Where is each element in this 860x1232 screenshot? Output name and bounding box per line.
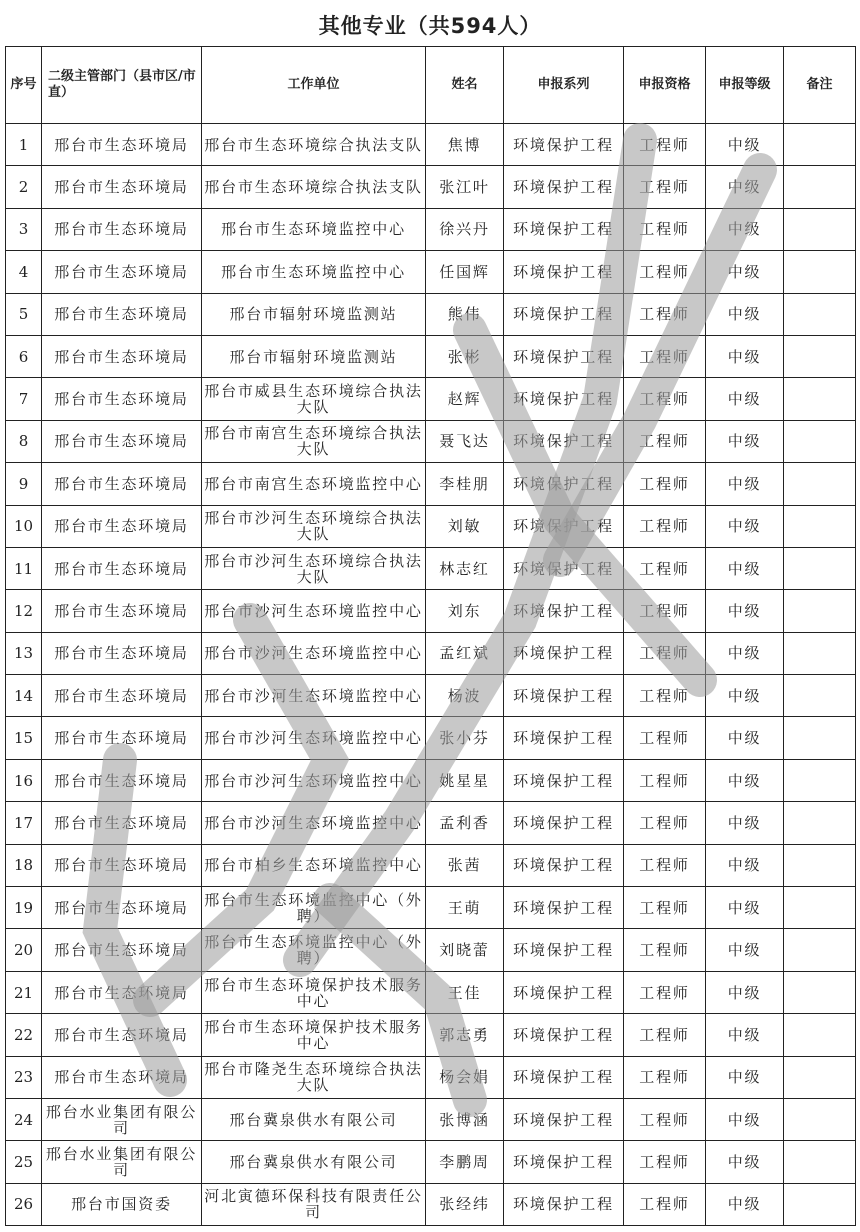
series-cell: 环境保护工程	[504, 929, 624, 971]
table-row	[6, 378, 856, 420]
remarks-cell	[784, 632, 856, 674]
row-index: 25	[6, 1141, 42, 1183]
series-cell: 环境保护工程	[504, 590, 624, 632]
qualification-cell: 工程师	[624, 1183, 706, 1225]
name-cell: 赵辉	[426, 378, 504, 420]
remarks-cell	[784, 1183, 856, 1225]
remarks-cell	[784, 590, 856, 632]
level-cell: 中级	[706, 335, 784, 377]
remarks-cell	[784, 675, 856, 717]
table-row	[6, 759, 856, 801]
qualification-cell: 工程师	[624, 887, 706, 929]
work-unit-cell: 邢台冀泉供水有限公司	[202, 1098, 426, 1140]
series-cell: 环境保护工程	[504, 675, 624, 717]
work-unit-cell: 河北寅德环保科技有限责任公司	[202, 1183, 426, 1225]
name-cell: 张小芬	[426, 717, 504, 759]
name-cell: 张经纬	[426, 1183, 504, 1225]
work-unit-cell: 邢台市沙河生态环境监控中心	[202, 675, 426, 717]
remarks-cell	[784, 1014, 856, 1056]
work-unit-cell: 邢台市南宫生态环境监控中心	[202, 463, 426, 505]
series-cell: 环境保护工程	[504, 251, 624, 293]
level-cell: 中级	[706, 251, 784, 293]
table-row	[6, 1183, 856, 1225]
qualification-cell: 工程师	[624, 802, 706, 844]
department-cell: 邢台市生态环境局	[42, 378, 202, 420]
table-row	[6, 335, 856, 377]
qualification-cell: 工程师	[624, 1098, 706, 1140]
level-cell: 中级	[706, 1183, 784, 1225]
remarks-cell	[784, 335, 856, 377]
level-cell: 中级	[706, 378, 784, 420]
table-row	[6, 675, 856, 717]
qualification-cell: 工程师	[624, 717, 706, 759]
level-cell: 中级	[706, 887, 784, 929]
header-series: 申报系列	[504, 47, 624, 124]
row-index: 18	[6, 844, 42, 886]
remarks-cell	[784, 124, 856, 166]
department-cell: 邢台市生态环境局	[42, 208, 202, 250]
work-unit-cell: 邢台市生态环境监控中心	[202, 251, 426, 293]
table-row	[6, 632, 856, 674]
row-index: 10	[6, 505, 42, 547]
department-cell: 邢台市生态环境局	[42, 251, 202, 293]
level-cell: 中级	[706, 675, 784, 717]
qualification-cell: 工程师	[624, 166, 706, 208]
level-cell: 中级	[706, 1098, 784, 1140]
qualification-cell: 工程师	[624, 929, 706, 971]
department-cell: 邢台市生态环境局	[42, 293, 202, 335]
series-cell: 环境保护工程	[504, 802, 624, 844]
row-index: 21	[6, 971, 42, 1013]
name-cell: 孟利香	[426, 802, 504, 844]
qualification-cell: 工程师	[624, 335, 706, 377]
department-cell: 邢台市生态环境局	[42, 844, 202, 886]
series-cell: 环境保护工程	[504, 420, 624, 462]
department-cell: 邢台市生态环境局	[42, 124, 202, 166]
department-cell: 邢台市国资委	[42, 1183, 202, 1225]
remarks-cell	[784, 251, 856, 293]
qualification-cell: 工程师	[624, 420, 706, 462]
department-cell: 邢台市生态环境局	[42, 802, 202, 844]
department-cell: 邢台市生态环境局	[42, 1056, 202, 1098]
name-cell: 焦博	[426, 124, 504, 166]
row-index: 7	[6, 378, 42, 420]
table-row	[6, 1098, 856, 1140]
series-cell: 环境保护工程	[504, 887, 624, 929]
row-index: 12	[6, 590, 42, 632]
department-cell: 邢台市生态环境局	[42, 420, 202, 462]
name-cell: 王佳	[426, 971, 504, 1013]
name-cell: 孟红斌	[426, 632, 504, 674]
work-unit-cell: 邢台市沙河生态环境监控中心	[202, 759, 426, 801]
name-cell: 任国辉	[426, 251, 504, 293]
row-index: 4	[6, 251, 42, 293]
series-cell: 环境保护工程	[504, 547, 624, 589]
row-index: 23	[6, 1056, 42, 1098]
row-index: 2	[6, 166, 42, 208]
level-cell: 中级	[706, 166, 784, 208]
qualification-cell: 工程师	[624, 971, 706, 1013]
level-cell: 中级	[706, 208, 784, 250]
name-cell: 熊伟	[426, 293, 504, 335]
level-cell: 中级	[706, 590, 784, 632]
name-cell: 刘东	[426, 590, 504, 632]
work-unit-cell: 邢台市生态环境保护技术服务中心	[202, 1014, 426, 1056]
level-cell: 中级	[706, 929, 784, 971]
page-title: 其他专业（共594人）	[318, 14, 542, 38]
remarks-cell	[784, 547, 856, 589]
level-cell: 中级	[706, 971, 784, 1013]
name-cell: 徐兴丹	[426, 208, 504, 250]
series-cell: 环境保护工程	[504, 1183, 624, 1225]
row-index: 1	[6, 124, 42, 166]
remarks-cell	[784, 844, 856, 886]
applicant-table	[5, 46, 856, 1226]
series-cell: 环境保护工程	[504, 505, 624, 547]
remarks-cell	[784, 378, 856, 420]
remarks-cell	[784, 208, 856, 250]
table-row	[6, 802, 856, 844]
series-cell: 环境保护工程	[504, 717, 624, 759]
work-unit-cell: 邢台市南宫生态环境综合执法大队	[202, 420, 426, 462]
department-cell: 邢台市生态环境局	[42, 335, 202, 377]
table-row	[6, 717, 856, 759]
table-row	[6, 971, 856, 1013]
department-cell: 邢台市生态环境局	[42, 166, 202, 208]
remarks-cell	[784, 1141, 856, 1183]
level-cell: 中级	[706, 1056, 784, 1098]
department-cell: 邢台市生态环境局	[42, 590, 202, 632]
name-cell: 张彬	[426, 335, 504, 377]
department-cell: 邢台市生态环境局	[42, 929, 202, 971]
series-cell: 环境保护工程	[504, 335, 624, 377]
department-cell: 邢台水业集团有限公司	[42, 1141, 202, 1183]
work-unit-cell: 邢台市沙河生态环境监控中心	[202, 802, 426, 844]
remarks-cell	[784, 420, 856, 462]
row-index: 26	[6, 1183, 42, 1225]
qualification-cell: 工程师	[624, 844, 706, 886]
table-row	[6, 1141, 856, 1183]
level-cell: 中级	[706, 802, 784, 844]
row-index: 5	[6, 293, 42, 335]
header-index: 序号	[6, 47, 42, 124]
work-unit-cell: 邢台市威县生态环境综合执法大队	[202, 378, 426, 420]
level-cell: 中级	[706, 717, 784, 759]
qualification-cell: 工程师	[624, 1056, 706, 1098]
remarks-cell	[784, 463, 856, 505]
name-cell: 杨波	[426, 675, 504, 717]
level-cell: 中级	[706, 632, 784, 674]
level-cell: 中级	[706, 420, 784, 462]
series-cell: 环境保护工程	[504, 1056, 624, 1098]
table-row	[6, 1014, 856, 1056]
series-cell: 环境保护工程	[504, 166, 624, 208]
series-cell: 环境保护工程	[504, 844, 624, 886]
level-cell: 中级	[706, 463, 784, 505]
name-cell: 聂飞达	[426, 420, 504, 462]
department-cell: 邢台市生态环境局	[42, 717, 202, 759]
table-row	[6, 590, 856, 632]
remarks-cell	[784, 1098, 856, 1140]
qualification-cell: 工程师	[624, 378, 706, 420]
department-cell: 邢台市生态环境局	[42, 759, 202, 801]
row-index: 13	[6, 632, 42, 674]
row-index: 9	[6, 463, 42, 505]
department-cell: 邢台市生态环境局	[42, 971, 202, 1013]
qualification-cell: 工程师	[624, 1141, 706, 1183]
table-row	[6, 505, 856, 547]
table-header-row	[6, 47, 856, 124]
qualification-cell: 工程师	[624, 505, 706, 547]
name-cell: 张茜	[426, 844, 504, 886]
row-index: 6	[6, 335, 42, 377]
level-cell: 中级	[706, 759, 784, 801]
table-row	[6, 420, 856, 462]
series-cell: 环境保护工程	[504, 378, 624, 420]
row-index: 19	[6, 887, 42, 929]
qualification-cell: 工程师	[624, 675, 706, 717]
work-unit-cell: 邢台市生态环境保护技术服务中心	[202, 971, 426, 1013]
series-cell: 环境保护工程	[504, 971, 624, 1013]
header-remarks: 备注	[784, 47, 856, 124]
level-cell: 中级	[706, 547, 784, 589]
work-unit-cell: 邢台市生态环境监控中心	[202, 208, 426, 250]
level-cell: 中级	[706, 844, 784, 886]
table-row	[6, 251, 856, 293]
name-cell: 张江叶	[426, 166, 504, 208]
header-qualification: 申报资格	[624, 47, 706, 124]
header-name: 姓名	[426, 47, 504, 124]
row-index: 11	[6, 547, 42, 589]
level-cell: 中级	[706, 1141, 784, 1183]
remarks-cell	[784, 505, 856, 547]
name-cell: 刘敏	[426, 505, 504, 547]
name-cell: 王萌	[426, 887, 504, 929]
remarks-cell	[784, 971, 856, 1013]
row-index: 16	[6, 759, 42, 801]
qualification-cell: 工程师	[624, 590, 706, 632]
remarks-cell	[784, 166, 856, 208]
work-unit-cell: 邢台市生态环境综合执法支队	[202, 124, 426, 166]
qualification-cell: 工程师	[624, 293, 706, 335]
work-unit-cell: 邢台市沙河生态环境综合执法大队	[202, 547, 426, 589]
table-row	[6, 929, 856, 971]
level-cell: 中级	[706, 505, 784, 547]
work-unit-cell: 邢台市辐射环境监测站	[202, 293, 426, 335]
department-cell: 邢台市生态环境局	[42, 505, 202, 547]
table-row	[6, 887, 856, 929]
work-unit-cell: 邢台市沙河生态环境监控中心	[202, 632, 426, 674]
qualification-cell: 工程师	[624, 208, 706, 250]
work-unit-cell: 邢台市沙河生态环境监控中心	[202, 590, 426, 632]
table-row	[6, 124, 856, 166]
series-cell: 环境保护工程	[504, 1014, 624, 1056]
remarks-cell	[784, 929, 856, 971]
table-row	[6, 463, 856, 505]
department-cell: 邢台市生态环境局	[42, 632, 202, 674]
department-cell: 邢台市生态环境局	[42, 887, 202, 929]
qualification-cell: 工程师	[624, 632, 706, 674]
qualification-cell: 工程师	[624, 251, 706, 293]
work-unit-cell: 邢台市柏乡生态环境监控中心	[202, 844, 426, 886]
row-index: 20	[6, 929, 42, 971]
row-index: 3	[6, 208, 42, 250]
series-cell: 环境保护工程	[504, 208, 624, 250]
name-cell: 林志红	[426, 547, 504, 589]
qualification-cell: 工程师	[624, 124, 706, 166]
qualification-cell: 工程师	[624, 1014, 706, 1056]
row-index: 15	[6, 717, 42, 759]
remarks-cell	[784, 717, 856, 759]
table-row	[6, 547, 856, 589]
row-index: 24	[6, 1098, 42, 1140]
remarks-cell	[784, 802, 856, 844]
name-cell: 郭志勇	[426, 1014, 504, 1056]
remarks-cell	[784, 293, 856, 335]
name-cell: 杨会娟	[426, 1056, 504, 1098]
table-row	[6, 844, 856, 886]
name-cell: 姚星星	[426, 759, 504, 801]
work-unit-cell: 邢台市沙河生态环境监控中心	[202, 717, 426, 759]
level-cell: 中级	[706, 124, 784, 166]
work-unit-cell: 邢台市沙河生态环境综合执法大队	[202, 505, 426, 547]
row-index: 14	[6, 675, 42, 717]
qualification-cell: 工程师	[624, 547, 706, 589]
level-cell: 中级	[706, 293, 784, 335]
row-index: 8	[6, 420, 42, 462]
series-cell: 环境保护工程	[504, 293, 624, 335]
qualification-cell: 工程师	[624, 759, 706, 801]
table-body	[6, 124, 856, 1226]
work-unit-cell: 邢台市隆尧生态环境综合执法大队	[202, 1056, 426, 1098]
name-cell: 张博涵	[426, 1098, 504, 1140]
series-cell: 环境保护工程	[504, 463, 624, 505]
work-unit-cell: 邢台市生态环境监控中心（外聘）	[202, 887, 426, 929]
department-cell: 邢台市生态环境局	[42, 463, 202, 505]
department-cell: 邢台市生态环境局	[42, 547, 202, 589]
department-cell: 邢台市生态环境局	[42, 675, 202, 717]
work-unit-cell: 邢台冀泉供水有限公司	[202, 1141, 426, 1183]
header-level: 申报等级	[706, 47, 784, 124]
remarks-cell	[784, 1056, 856, 1098]
work-unit-cell: 邢台市生态环境综合执法支队	[202, 166, 426, 208]
table-row	[6, 166, 856, 208]
table-row	[6, 208, 856, 250]
series-cell: 环境保护工程	[504, 759, 624, 801]
level-cell: 中级	[706, 1014, 784, 1056]
work-unit-cell: 邢台市生态环境监控中心（外聘）	[202, 929, 426, 971]
name-cell: 刘晓蕾	[426, 929, 504, 971]
row-index: 22	[6, 1014, 42, 1056]
name-cell: 李鹏周	[426, 1141, 504, 1183]
department-cell: 邢台市生态环境局	[42, 1014, 202, 1056]
series-cell: 环境保护工程	[504, 124, 624, 166]
qualification-cell: 工程师	[624, 463, 706, 505]
header-department: 二级主管部门（县市区/市直）	[42, 47, 202, 124]
table-row	[6, 1056, 856, 1098]
remarks-cell	[784, 887, 856, 929]
work-unit-cell: 邢台市辐射环境监测站	[202, 335, 426, 377]
department-cell: 邢台水业集团有限公司	[42, 1098, 202, 1140]
table-row	[6, 293, 856, 335]
series-cell: 环境保护工程	[504, 1098, 624, 1140]
series-cell: 环境保护工程	[504, 632, 624, 674]
series-cell: 环境保护工程	[504, 1141, 624, 1183]
name-cell: 李桂朋	[426, 463, 504, 505]
row-index: 17	[6, 802, 42, 844]
header-work-unit: 工作单位	[202, 47, 426, 124]
remarks-cell	[784, 759, 856, 801]
